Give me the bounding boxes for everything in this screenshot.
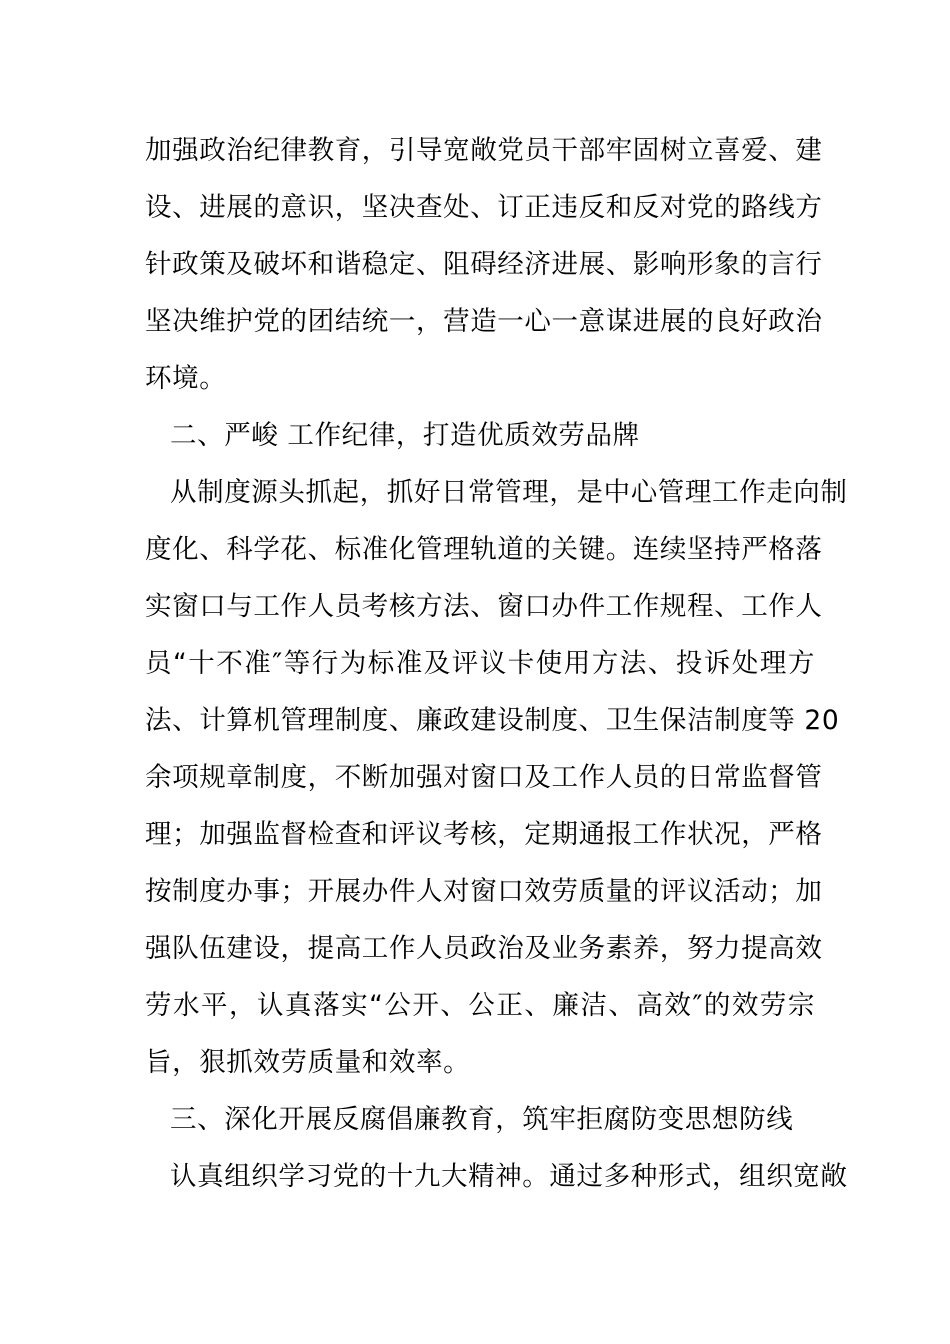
paragraph-line: 度化、科学花、标准化管理轨道的关键。连续坚持严格落 xyxy=(145,534,823,565)
paragraph-line: 实窗口与工作人员考核方法、窗口办件工作规程、工作人 xyxy=(145,591,823,622)
paragraph-line: 从制度源头抓起，抓好日常管理，是中心管理工作走向制 xyxy=(170,477,848,508)
paragraph-line: 旨，狠抓效劳质量和效率。 xyxy=(145,1047,471,1078)
paragraph-line: 坚决维护党的团结统一，营造一心一意谋进展的良好政治 xyxy=(145,306,823,337)
section-heading: 三、深化开展反腐倡廉教育，筑牢拒腐防变思想防线 xyxy=(170,1104,794,1135)
paragraph-line: 余项规章制度，不断加强对窗口及工作人员的日常监督管 xyxy=(145,762,823,793)
paragraph-line: 按制度办事；开展办件人对窗口效劳质量的评议活动；加 xyxy=(145,876,823,907)
paragraph-line: 设、进展的意识，坚决查处、订正违反和反对党的路线方 xyxy=(145,192,823,223)
paragraph-line: 认真组织学习党的十九大精神。通过多种形式，组织宽敞 xyxy=(170,1161,848,1192)
paragraph-line: 加强政治纪律教育，引导宽敞党员干部牢固树立喜爱、建 xyxy=(145,135,823,166)
paragraph-line: 针政策及破坏和谐稳定、阻碍经济进展、影响形象的言行 xyxy=(145,249,823,280)
paragraph-line: 环境。 xyxy=(145,363,227,394)
paragraph-line: 法、计算机管理制度、廉政建设制度、卫生保洁制度等 20 xyxy=(145,705,840,736)
paragraph-line: 理；加强监督检查和评议考核，定期通报工作状况，严格 xyxy=(145,819,823,850)
paragraph-line: 劳水平，认真落实“公开、公正、廉洁、高效″的效劳宗 xyxy=(145,990,815,1021)
paragraph-line: 强队伍建设，提高工作人员政治及业务素养，努力提高效 xyxy=(145,933,823,964)
paragraph-line: 员“十不准″等行为标准及评议卡使用方法、投诉处理方 xyxy=(145,648,815,679)
section-heading: 二、严峻 工作纪律，打造优质效劳品牌 xyxy=(170,420,640,451)
